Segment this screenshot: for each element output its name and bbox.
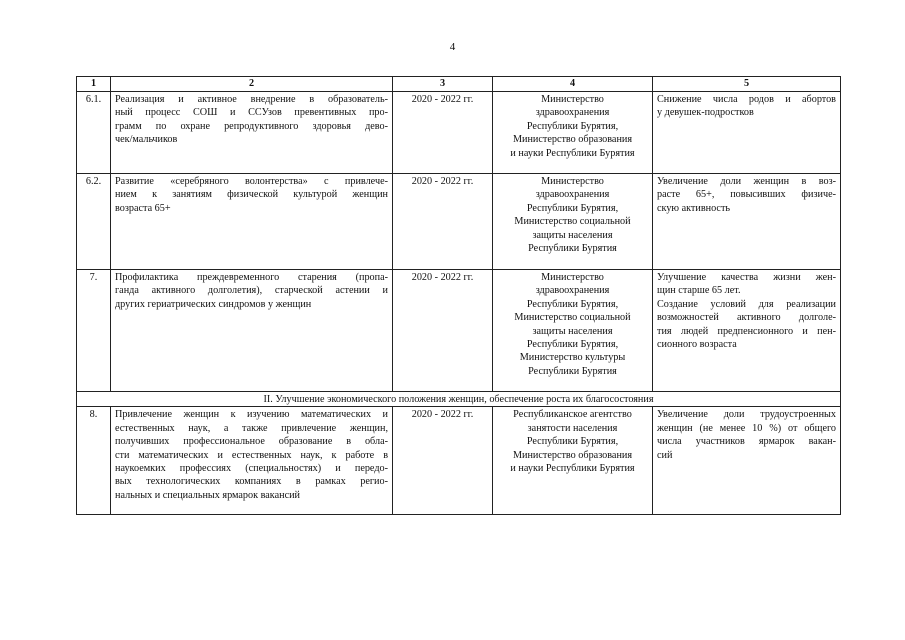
executor-line: Республики Бурятия [528, 365, 617, 377]
event-line: нием к занятиям физической культурой женщин [115, 189, 388, 201]
executor-line: Республики Бурятия, [526, 298, 619, 310]
event-line: ганда активного долголетия), старческой астении и [115, 285, 388, 297]
result-line: сий [657, 449, 673, 461]
executor-line: Министерство образования [512, 134, 633, 146]
executor-line: Министерство [541, 272, 604, 283]
event-line: грамм по охране репродуктивного здоровья дево- [115, 120, 388, 132]
row-number: 6.2. [77, 174, 111, 270]
executor-line: Республиканское агентство [513, 409, 632, 421]
executor-line: Республики Бурятия, [526, 202, 619, 214]
event-line: Профилактика преждевременного старения (пропа- [115, 272, 388, 283]
result-line: Создание условий для реализации [657, 298, 836, 310]
event-line: Развитие «серебряного волонтерства» с привлече- [115, 176, 388, 187]
executors-cell [493, 407, 653, 515]
period-cell: 2020 - 2022 гг. [393, 92, 493, 174]
table-row [77, 92, 841, 174]
event-line: сти математических и естественных наук, к работе в [115, 449, 388, 461]
header-col-3: 3 [393, 77, 493, 92]
executor-line: Министерство культуры [519, 352, 626, 364]
executor-line: защиты населения [532, 325, 613, 337]
table-row [77, 407, 841, 515]
executors-cell [493, 270, 653, 392]
executor-line: Республики Бурятия [528, 243, 617, 255]
table-row [77, 174, 841, 270]
row-number: 6.1. [77, 92, 111, 174]
event-line: ный процесс СОШ и ССУзов превентивных про- [115, 107, 388, 119]
executor-line: Республики Бурятия, [526, 436, 619, 448]
event-line: Реализация и активное внедрение в образователь- [115, 94, 388, 105]
result-line: числа участников ярмарок вакан- [657, 436, 836, 448]
executor-line: Республики Бурятия, [526, 120, 619, 132]
executor-line: и науки Республики Бурятия [510, 463, 635, 475]
result-line: щин старше 65 лет. [657, 285, 741, 297]
result-cell [653, 407, 841, 515]
table-row [77, 270, 841, 392]
event-cell [111, 270, 393, 392]
page-number: 4 [449, 41, 456, 53]
executor-line: Министерство [541, 94, 604, 105]
result-line: женщин (не менее 10 %) от общего [657, 422, 836, 434]
event-cell [111, 174, 393, 270]
event-line: Привлечение женщин к изучению математических и [115, 409, 388, 421]
event-cell [111, 407, 393, 515]
result-cell [653, 174, 841, 270]
result-line: тия людей предпенсионного и пен- [657, 325, 836, 337]
event-line: наукоемких профессиях (специальностях) и передо- [115, 463, 388, 475]
action-plan-table [76, 76, 841, 515]
row-number: 7. [77, 270, 111, 392]
result-cell [653, 270, 841, 392]
event-line: естественных наук, а также привлечение женщин, [115, 422, 388, 434]
section-heading: II. Улучшение экономического положения женщин, обеспечение роста их благосостояния [77, 392, 841, 407]
event-line: вых технологических компаниях в рамках регио- [115, 476, 388, 488]
result-line: Снижение числа родов и абортов [657, 94, 836, 105]
executors-cell [493, 92, 653, 174]
result-line: Увеличение доли трудоустроенных [657, 409, 836, 421]
result-line: у девушек-подростков [657, 107, 754, 119]
result-line: скую активность [657, 202, 731, 214]
result-line: возможностей активного долголе- [657, 312, 836, 324]
period-cell: 2020 - 2022 гг. [393, 174, 493, 270]
result-line: Улучшение качества жизни жен- [657, 272, 836, 283]
header-row [77, 77, 841, 92]
event-line: нальных и специальных ярмарок вакансий [115, 489, 301, 501]
event-cell [111, 92, 393, 174]
executor-line: Министерство образования [512, 449, 633, 461]
result-line: сионного возраста [657, 339, 737, 351]
result-line: Увеличение доли женщин в воз- [657, 176, 836, 187]
executor-line: здравоохранения [535, 189, 610, 201]
header-col-5: 5 [653, 77, 841, 92]
executor-line: Министерство [541, 176, 604, 187]
event-line: возраста 65+ [115, 202, 171, 214]
header-col-1: 1 [77, 77, 111, 92]
header-col-4: 4 [493, 77, 653, 92]
period-cell: 2020 - 2022 гг. [393, 407, 493, 515]
event-line: других гериатрических синдромов у женщин [115, 298, 312, 310]
section-row [77, 392, 841, 407]
executor-line: и науки Республики Бурятия [510, 147, 635, 159]
row-number: 8. [77, 407, 111, 515]
header-col-2: 2 [111, 77, 393, 92]
executor-line: занятости населения [527, 422, 618, 434]
event-line: получивших профессиональное образование в обла- [115, 436, 388, 448]
result-cell [653, 92, 841, 174]
executor-line: защиты населения [532, 229, 613, 241]
period-cell: 2020 - 2022 гг. [393, 270, 493, 392]
executor-line: здравоохранения [535, 107, 610, 119]
executor-line: Республики Бурятия, [526, 339, 619, 351]
executor-line: Министерство социальной [514, 312, 631, 324]
executors-cell [493, 174, 653, 270]
event-line: чек/мальчиков [115, 134, 178, 146]
executor-line: Министерство социальной [514, 216, 631, 228]
result-line: расте 65+, повысивших физиче- [657, 189, 836, 201]
executor-line: здравоохранения [535, 285, 610, 297]
